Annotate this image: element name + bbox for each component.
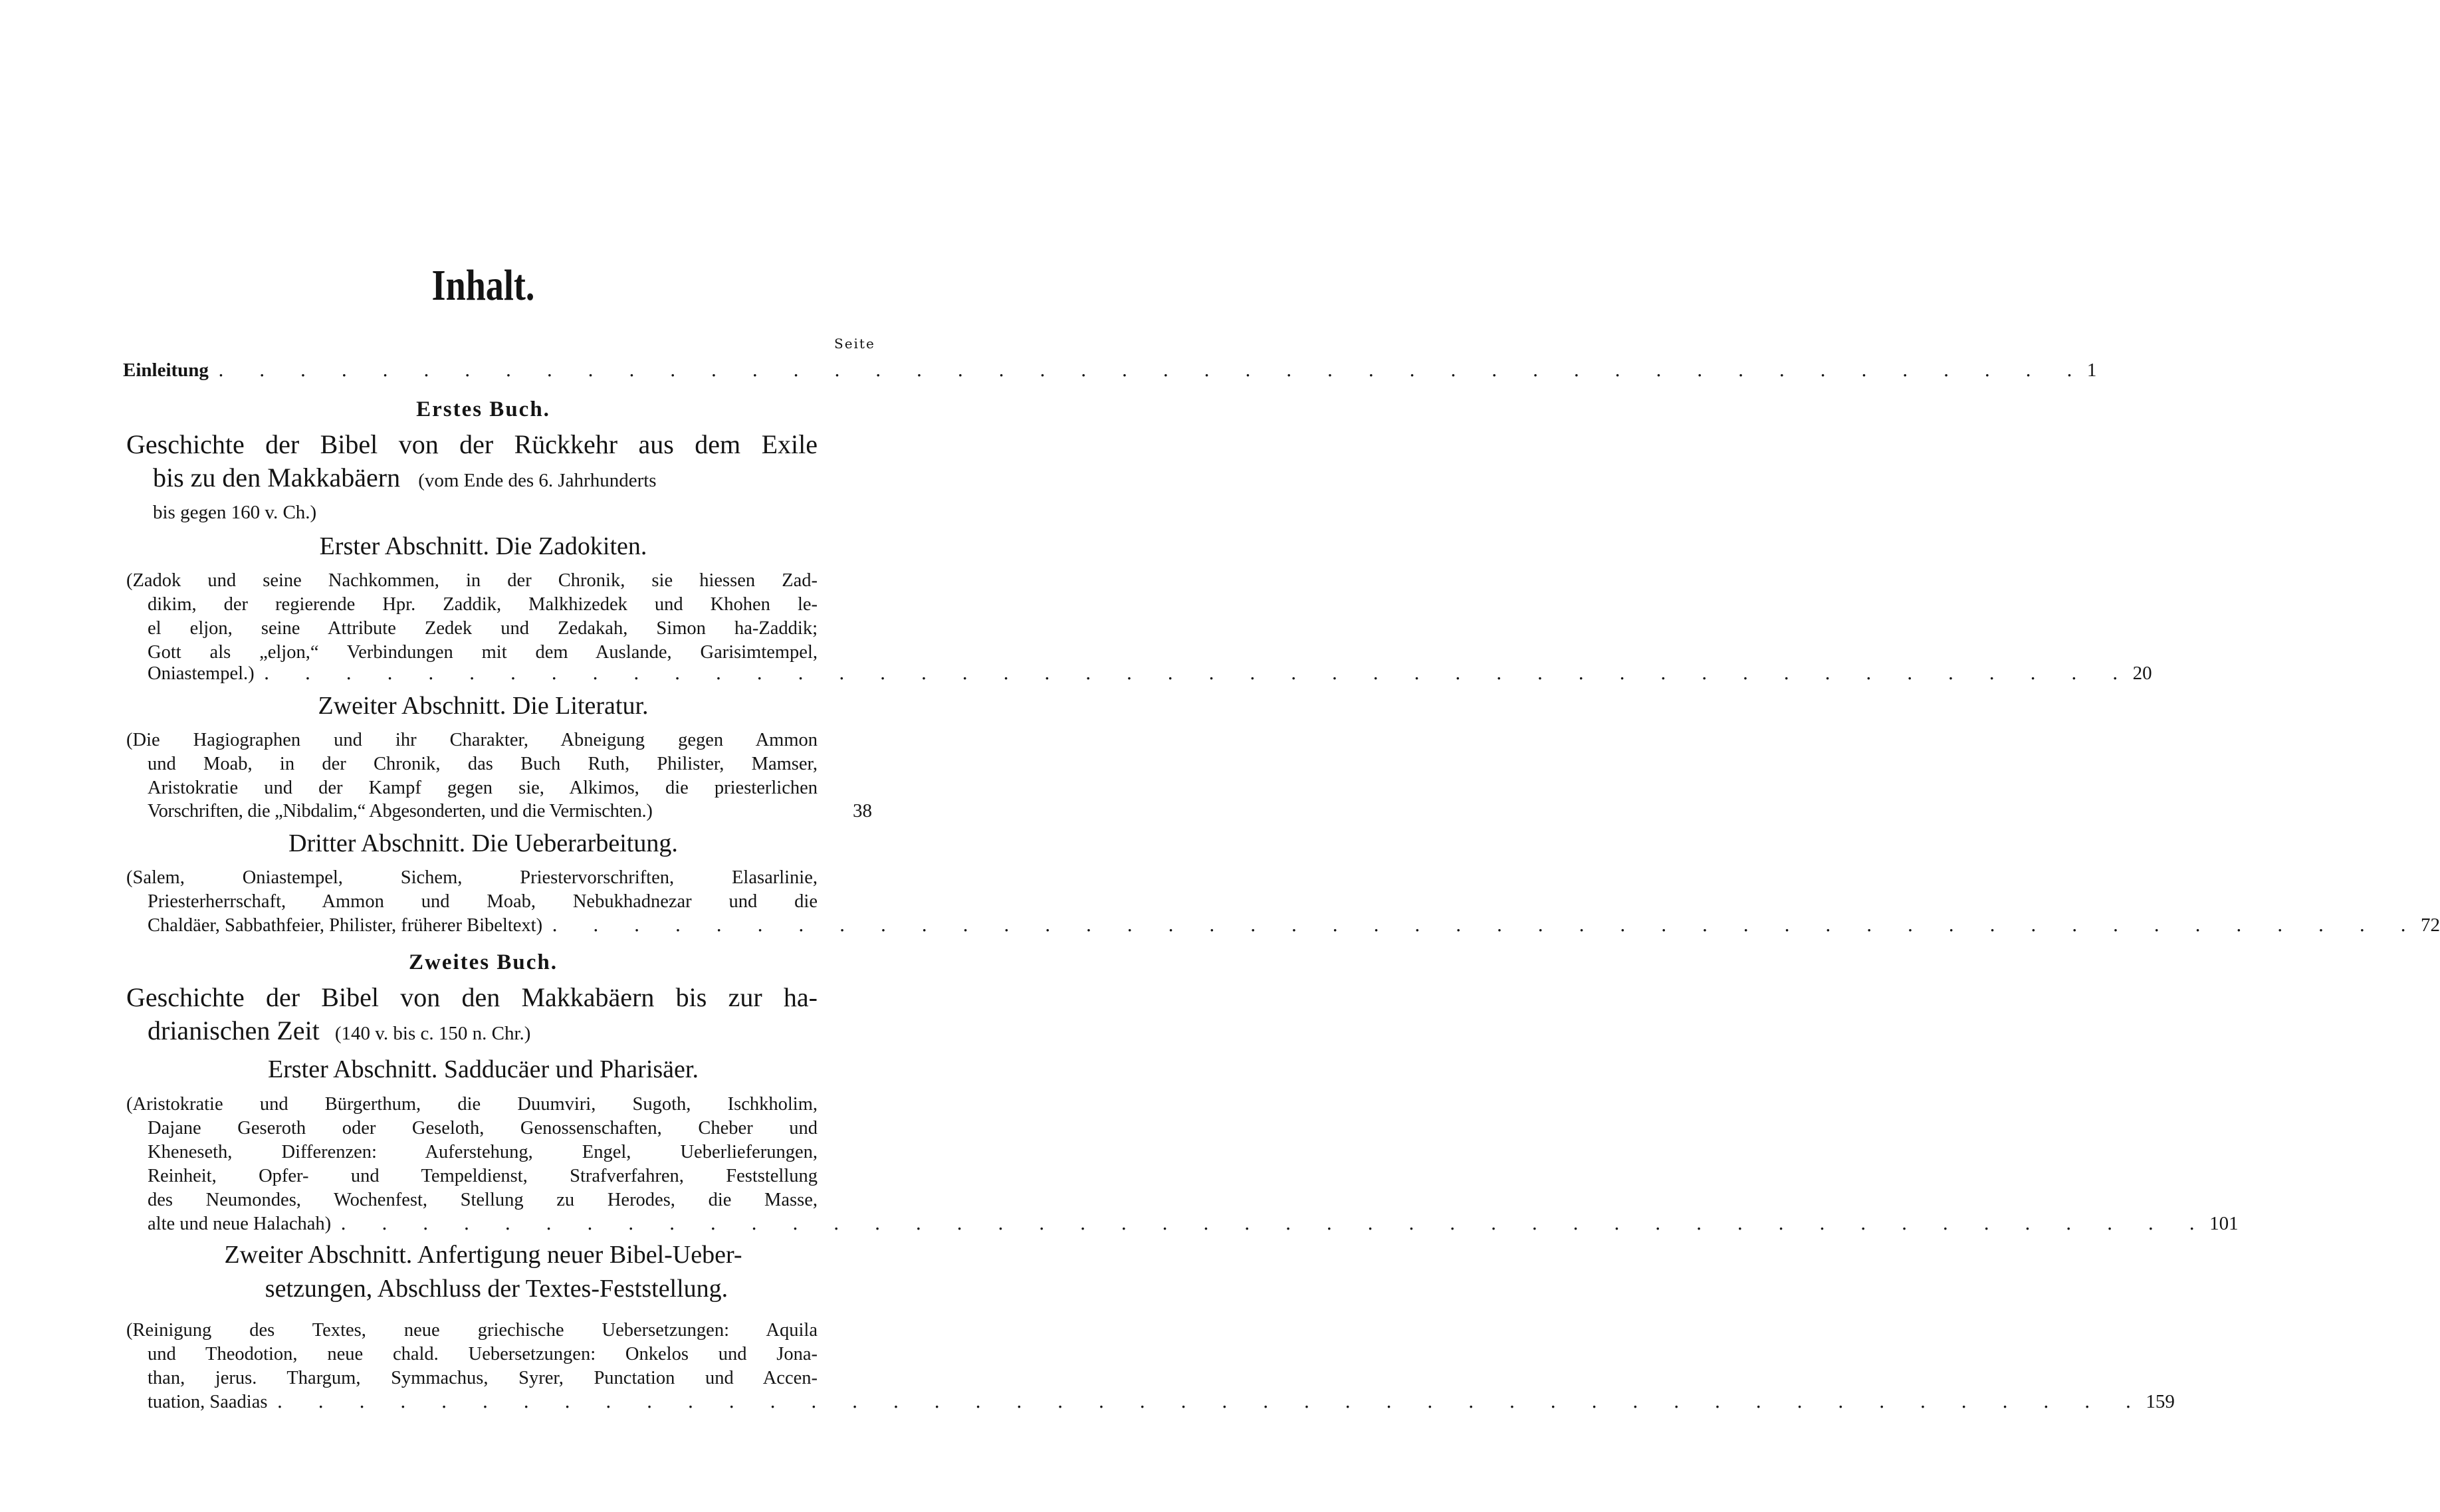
leader-dots: . . . . . . . . . . . . . . . . . . . . . . . . . . . . . . . . . . . . . . . . . . . . . . xyxy=(277,1390,2146,1412)
section-description: (Reinigung des Textes, neue griechische Uebersetzungen: Aquila und Theodotion, neue chald. Uebersetzungen: Onkelos und Jona- than, jerus. Thargum, Symmachus, Syrer, Punctation und Accen- xyxy=(126,1320,818,1388)
book-heading-line: bis zu den Makkabäern (vom Ende des 6. Jahrhunderts xyxy=(153,463,657,492)
heading-note: bis gegen 160 v. Ch.) xyxy=(153,502,317,523)
section-description: (Die Hagiographen und ihr Charakter, Abneigung gegen Ammon und Moab, in der Chronik, das Buch Ruth, Philister, Mamser, Aristokratie und der Kampf gegen sie, Alkimos, die priesterlichen xyxy=(126,730,818,798)
section-description: (Salem, Oniastempel, Sichem, Priestervorschriften, Elasarlinie, Priesterherrschaft, Ammon und Moab, Nebukhadnezar und die xyxy=(126,867,818,912)
toc-entry-intro xyxy=(123,359,2097,381)
leader-dots: . . . . . . . . . . . . . . . . . . . . . . . . . . . . . . . . . . . . . . . . . . . . . . xyxy=(217,359,2087,381)
page-number: 101 xyxy=(2209,1213,2239,1234)
leader-dots: . . . . . . . . . . . . . . . . . . . . . . . . . . . . . . . . . . . . . . . . . . . . . . xyxy=(340,1212,2210,1234)
section-title: Zweiter Abschnitt. Anfertigung neuer Bibel-Ueber- xyxy=(224,1241,742,1269)
book-label: Zweites Buch. xyxy=(409,950,558,974)
page-number: 1 xyxy=(2086,360,2097,381)
toc-entry: Vorschriften, die „Nibdalim,“ Abgesonderten, und die Vermischten.) 38 xyxy=(148,800,872,821)
section-title: Zweiter Abschnitt. Die Literatur. xyxy=(318,692,649,720)
book-label: Erstes Buch. xyxy=(416,397,550,421)
section-title: Erster Abschnitt. Die Zadokiten. xyxy=(319,532,647,560)
section-title: Dritter Abschnitt. Die Ueberarbeitung. xyxy=(288,829,678,857)
book-heading: Geschichte der Bibel von den Makkabäern bis zur ha- xyxy=(126,982,818,1012)
heading-note: (140 v. bis c. 150 n. Chr.) xyxy=(334,1023,531,1044)
heading-note: (vom Ende des 6. Jahrhunderts xyxy=(418,470,657,491)
page-column-label: Seite xyxy=(834,336,875,352)
section-title-continued: setzungen, Abschluss der Textes-Feststellung. xyxy=(265,1275,728,1303)
page-title: Inhalt. xyxy=(431,261,535,310)
page-number: 20 xyxy=(2132,663,2152,684)
section-title: Erster Abschnitt. Sadducäer und Pharisäer. xyxy=(268,1055,699,1083)
intro-label: Einleitung xyxy=(123,360,209,381)
section-description: (Aristokratie und Bürgerthum, die Duumviri, Sugoth, Ischkholim, Dajane Geseroth oder Geseloth, Genossenschaften, Cheber und Kheneseth, Differenzen: Auferstehung, Engel, Ueberlieferungen, Reinheit, Opfer- und Tempeldienst, Strafverfahren, Feststellung des Neumondes, Wochenfest, Stellung zu Herodes, die Masse, xyxy=(126,1094,818,1210)
toc-entry: alte und neue Halachah) . . . . . . . . . . . . . . . . . . . . . . . . . . . . . . . . . . . . . . . . . . . . . . 101 xyxy=(148,1212,2239,1234)
leader-dots: . . . . . . . . . . . . . . . . . . . . . . . . . . . . . . . . . . . . . . . . . . . . . . xyxy=(552,914,2421,936)
page-number: 159 xyxy=(2146,1391,2175,1412)
toc-entry: Oniastempel.) . . . . . . . . . . . . . . . . . . . . . . . . . . . . . . . . . . . . . . . . . . . . . . 20 xyxy=(148,662,2152,684)
book-heading-line: drianischen Zeit (140 v. bis c. 150 n. Chr.) xyxy=(148,1016,531,1045)
page-number: 38 xyxy=(853,800,872,821)
toc-entry: tuation, Saadias . . . . . . . . . . . . . . . . . . . . . . . . . . . . . . . . . . . . . . . . . . . . . . 159 xyxy=(148,1390,2175,1412)
leader-dots: . . . . . . . . . . . . . . . . . . . . . . . . . . . . . . . . . . . . . . . . . . . . . . xyxy=(263,662,2133,684)
book-heading: Geschichte der Bibel von der Rückkehr aus dem Exile xyxy=(126,429,818,459)
page-number: 72 xyxy=(2421,915,2440,936)
section-description: (Zadok und seine Nachkommen, in der Chronik, sie hiessen Zad- dikim, der regierende Hpr. Zaddik, Malkhizedek und Khohen le- el eljon, seine Attribute Zedek und Zedakah, Simon ha-Zaddik; Gott als „eljon,“ Verbindungen mit dem Auslande, Garisimtempel, xyxy=(126,570,818,663)
toc-entry: Chaldäer, Sabbathfeier, Philister, früherer Bibeltext) . . . . . . . . . . . . . . . . . . . . . . . . . . . . . . . . . . . . . . . . . . . . . . 72 xyxy=(148,914,2440,936)
